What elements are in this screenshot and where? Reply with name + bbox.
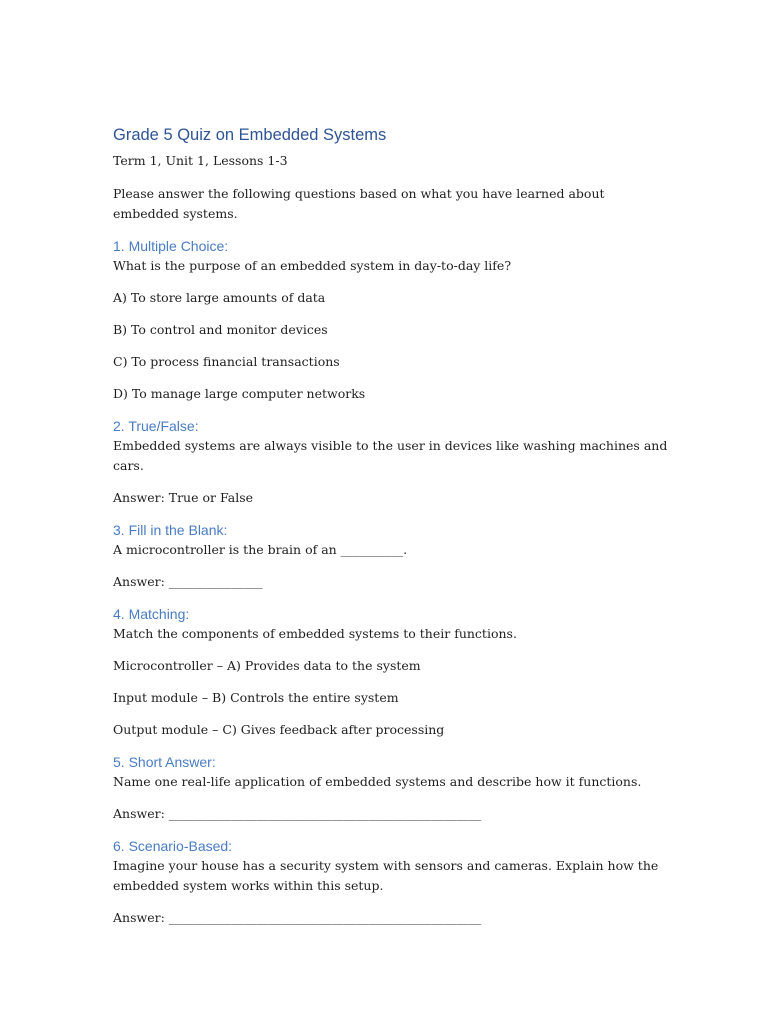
- section-multiple-choice: [113, 236, 673, 404]
- matching-pair: Output module – C) Gives feedback after processing: [113, 722, 445, 737]
- statement-text: Embedded systems are always visible to the user in devices like washing machines and cars.: [113, 438, 668, 473]
- section-fill-in-blank: [113, 520, 673, 592]
- section-true-false: [113, 416, 673, 508]
- option-a: A) To store large amounts of data: [113, 290, 326, 305]
- document-page: [113, 124, 673, 928]
- question-text: What is the purpose of an embedded system in day-to-day life?: [113, 258, 512, 273]
- section-heading: 6. Scenario-Based:: [113, 838, 233, 854]
- matching-pair: Microcontroller – A) Provides data to the system: [113, 658, 421, 673]
- section-heading: 1. Multiple Choice:: [113, 238, 229, 254]
- option-d: D) To manage large computer networks: [113, 386, 366, 401]
- statement-text: A microcontroller is the brain of an __________.: [113, 542, 408, 557]
- section-matching: [113, 604, 673, 740]
- matching-pair: Input module – B) Controls the entire system: [113, 690, 399, 705]
- section-heading: 3. Fill in the Blank:: [113, 522, 228, 538]
- question-text: Name one real-life application of embedded systems and describe how it functions.: [113, 774, 642, 789]
- section-scenario-based: [113, 836, 673, 928]
- answer-line: Answer: __________________________________________________: [113, 806, 482, 821]
- document-subtitle: Term 1, Unit 1, Lessons 1-3: [113, 153, 288, 168]
- answer-line: Answer: True or False: [113, 490, 254, 505]
- section-heading: 5. Short Answer:: [113, 754, 216, 770]
- section-heading: 4. Matching:: [113, 606, 190, 622]
- document-intro: Please answer the following questions based on what you have learned about embedded systems.: [113, 186, 605, 221]
- instruction-text: Match the components of embedded systems to their functions.: [113, 626, 517, 641]
- section-short-answer: [113, 752, 673, 824]
- option-c: C) To process financial transactions: [113, 354, 340, 369]
- document-title: Grade 5 Quiz on Embedded Systems: [113, 126, 387, 144]
- answer-line: Answer: _______________: [113, 574, 263, 589]
- option-b: B) To control and monitor devices: [113, 322, 328, 337]
- section-heading: 2. True/False:: [113, 418, 199, 434]
- question-text: Imagine your house has a security system with sensors and cameras. Explain how the embedded system works within this setup.: [113, 858, 659, 893]
- answer-line: Answer: __________________________________________________: [113, 910, 482, 925]
